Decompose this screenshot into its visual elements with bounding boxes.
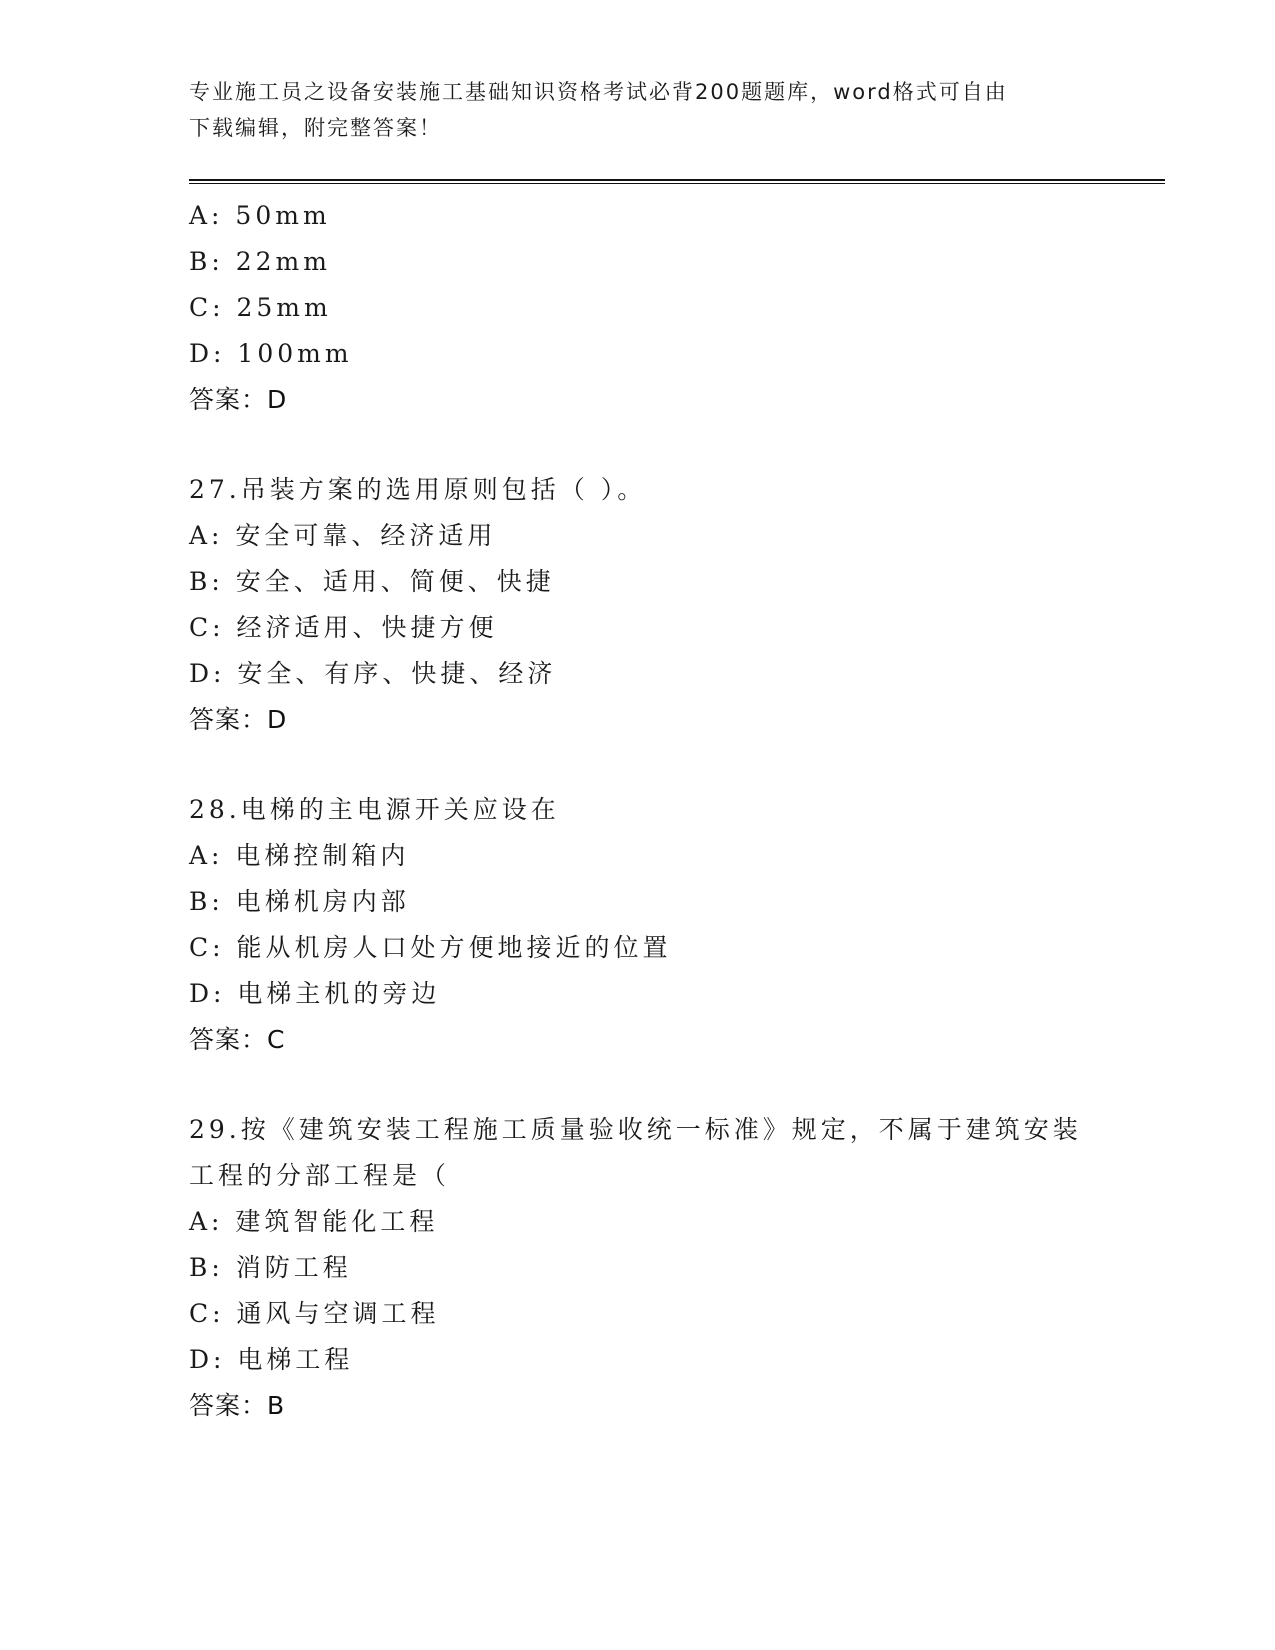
- question-29: [189, 1107, 1119, 1429]
- option-c: C: 25mm: [189, 293, 332, 322]
- option-c: C: 通风与空调工程: [189, 1299, 440, 1328]
- question-28: [189, 787, 1119, 1063]
- header-rule-thin: [189, 183, 1165, 184]
- option-d: D: 安全、有序、快捷、经济: [189, 659, 557, 688]
- option-c: C: 经济适用、快捷方便: [189, 613, 498, 642]
- title-line-2: 下载编辑，附完整答案！: [189, 116, 442, 140]
- answer-line: 答案：B: [189, 1391, 286, 1420]
- option-a: A: 安全可靠、经济适用: [189, 521, 497, 550]
- question-27: [189, 467, 1119, 743]
- answer-line: 答案：D: [189, 385, 288, 414]
- header-rule-thick: [189, 179, 1165, 181]
- answer-line: 答案：D: [189, 705, 288, 734]
- question-stem: 28.电梯的主电源开关应设在: [189, 795, 560, 824]
- option-a: A: 建筑智能化工程: [189, 1207, 439, 1236]
- option-d: D: 100mm: [189, 339, 353, 368]
- question-26-continuation: [189, 193, 1119, 423]
- document-title: [189, 74, 1089, 146]
- option-d: D: 电梯工程: [189, 1345, 354, 1374]
- answer-line: 答案：C: [189, 1025, 286, 1054]
- option-b: B: 安全、适用、简便、快捷: [189, 567, 555, 596]
- option-a: A: 50mm: [189, 201, 331, 230]
- option-b: B: 电梯机房内部: [189, 887, 410, 916]
- question-stem-line-1: 29.按《建筑安装工程施工质量验收统一标准》规定，不属于建筑安装: [189, 1115, 1082, 1144]
- option-c: C: 能从机房人口处方便地接近的位置: [189, 933, 672, 962]
- question-list: [189, 193, 1119, 1429]
- title-line-1: 专业施工员之设备安装施工基础知识资格考试必背200题题库，word格式可自由: [189, 80, 1008, 104]
- question-stem: 27.吊装方案的选用原则包括（ ）。: [189, 475, 647, 504]
- option-b: B: 消防工程: [189, 1253, 352, 1282]
- question-stem-line-2: 工程的分部工程是（: [189, 1161, 451, 1190]
- option-d: D: 电梯主机的旁边: [189, 979, 441, 1008]
- option-a: A: 电梯控制箱内: [189, 841, 410, 870]
- option-b: B: 22mm: [189, 247, 331, 276]
